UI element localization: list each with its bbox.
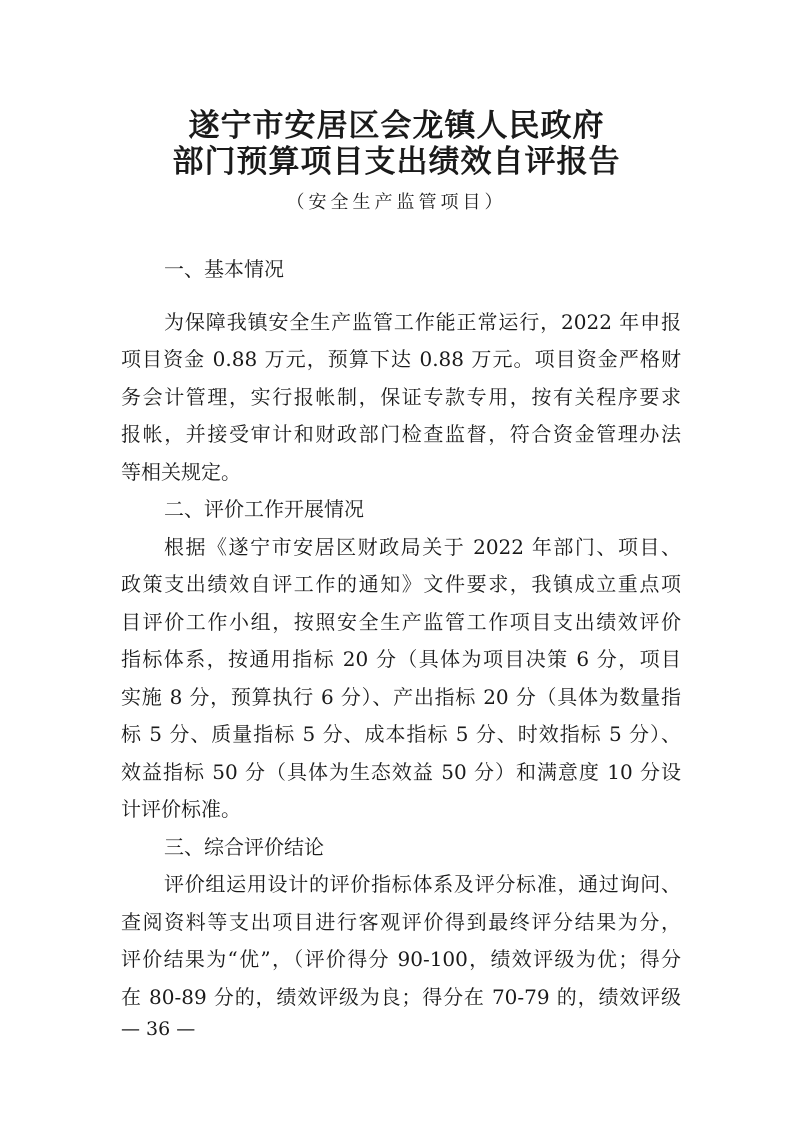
paragraph-line: 效益指标 50 分（具体为生态效益 50 分）和满意度 10 分设 <box>121 759 681 784</box>
paragraph-line: 评价结果为“优”，（评价得分 90-100，绩效评级为优；得分 <box>121 947 681 971</box>
section-basic-info <box>121 251 681 1016</box>
document-subtitle: （安全生产监管项目） <box>286 192 507 213</box>
paragraph-line: 在 80-89 分的，绩效评级为良；得分在 70-79 的，绩效评级 <box>121 984 681 1009</box>
paragraph-line: 评价组运用设计的评价指标体系及评分标准，通过询问、 <box>164 872 681 896</box>
page-number: — 36 — <box>121 1018 196 1040</box>
paragraph-line: 目评价工作小组，按照安全生产监管工作项目支出绩效评价 <box>121 609 681 634</box>
paragraph-line: 实施 8 分，预算执行 6 分）、产出指标 20 分（具体为数量指 <box>121 684 681 709</box>
document-title-line-1: 遂宁市安居区会龙镇人民政府 <box>188 108 605 144</box>
document-title-line-2: 部门预算项目支出绩效自评报告 <box>172 144 621 180</box>
paragraph-line: 计评价标准。 <box>121 797 241 821</box>
paragraph-line: 项目资金 0.88 万元，预算下达 0.88 万元。项目资金严格财 <box>121 347 681 371</box>
section-heading: 一、基本情况 <box>164 257 284 281</box>
paragraph-line: 等相关规定。 <box>121 459 241 484</box>
paragraph-line: 为保障我镇安全生产监管工作能正常运行，2022 年申报 <box>164 309 681 334</box>
paragraph-line: 查阅资料等支出项目进行客观评价得到最终评分结果为分， <box>121 909 681 934</box>
paragraph-line: 报帐，并接受审计和财政部门检查监督，符合资金管理办法 <box>121 422 681 446</box>
paragraph-line: 标 5 分、质量指标 5 分、成本指标 5 分、时效指标 5 分）、 <box>121 722 681 746</box>
paragraph-line: 务会计管理，实行报帐制，保证专款专用，按有关程序要求 <box>121 384 681 409</box>
section-heading: 三、综合评价结论 <box>164 834 324 859</box>
paragraph-line: 指标体系，按通用指标 20 分（具体为项目决策 6 分，项目 <box>121 647 681 671</box>
section-heading: 二、评价工作开展情况 <box>164 497 364 521</box>
paragraph-line: 根据《遂宁市安居区财政局关于 2022 年部门、项目、 <box>164 534 681 559</box>
paragraph-line: 政策支出绩效自评工作的通知》文件要求，我镇成立重点项 <box>121 572 681 596</box>
